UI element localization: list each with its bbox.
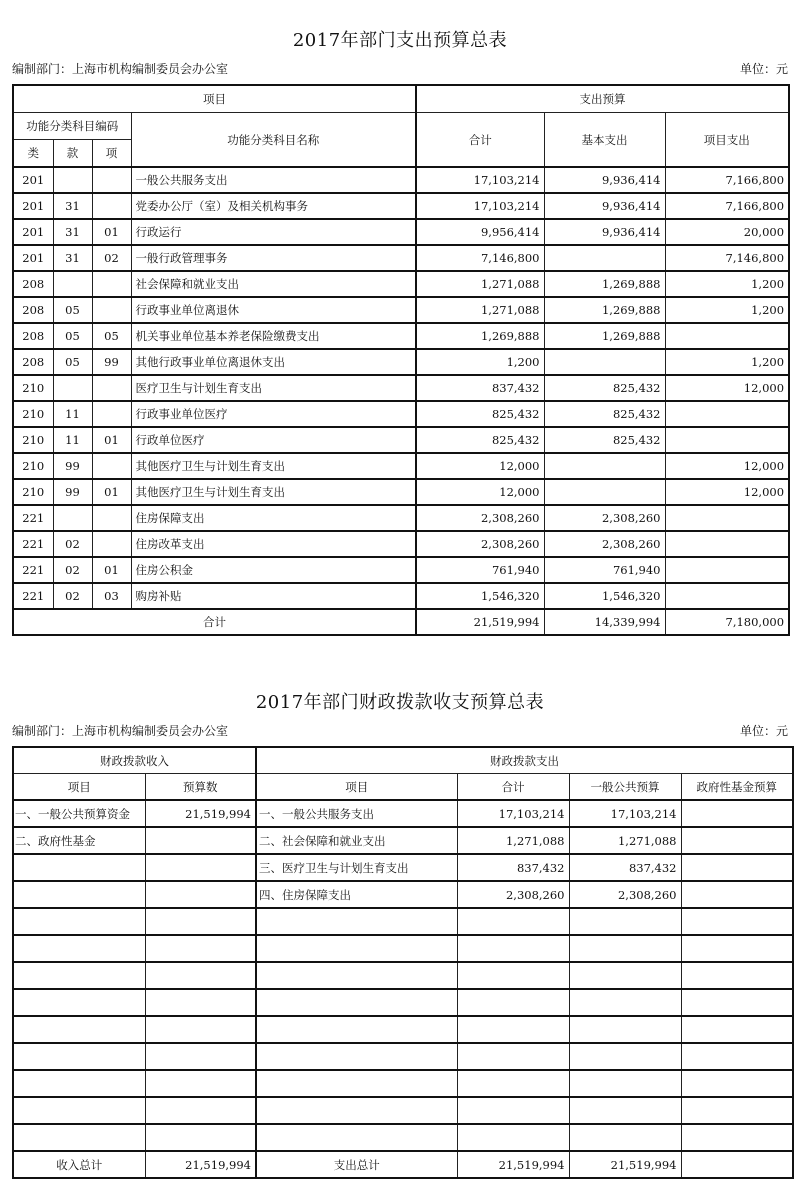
- cell-basic: 1,269,888: [544, 297, 665, 323]
- cell-ex-fund: [681, 854, 793, 881]
- cell-project: [665, 427, 789, 453]
- table-row: [13, 479, 789, 505]
- cell-ex-item: [256, 989, 457, 1016]
- cell-name: 一般公共服务支出: [131, 167, 416, 193]
- cell-ex-total: 2,308,260: [457, 881, 569, 908]
- cell-project: 12,000: [665, 479, 789, 505]
- table-row: [13, 800, 793, 827]
- cell-in-item: [13, 935, 145, 962]
- cell-total: 825,432: [416, 401, 544, 427]
- header-code: 功能分类科目编码: [13, 113, 131, 140]
- cell-xiang: [92, 193, 131, 219]
- total-sum: 21,519,994: [416, 609, 544, 635]
- cell-in-item: [13, 881, 145, 908]
- cell-total: 837,432: [416, 375, 544, 401]
- cell-project: 7,166,800: [665, 167, 789, 193]
- cell-name: 行政事业单位离退休: [131, 297, 416, 323]
- cell-name: 医疗卫生与计划生育支出: [131, 375, 416, 401]
- cell-in-amount: 21,519,994: [145, 800, 256, 827]
- cell-name: 一般行政管理事务: [131, 245, 416, 271]
- cell-kuan: 31: [53, 219, 92, 245]
- header-total: 合计: [416, 113, 544, 168]
- cell-basic: 825,432: [544, 427, 665, 453]
- header-xiang: 项: [92, 140, 131, 168]
- header-expense: 财政拨款支出: [256, 747, 793, 774]
- header-fund: 政府性基金预算: [681, 774, 793, 801]
- cell-in-amount: [145, 1043, 256, 1070]
- cell-basic: 1,546,320: [544, 583, 665, 609]
- cell-in-item: [13, 1124, 145, 1151]
- cell-lei: 210: [13, 375, 53, 401]
- cell-kuan: [53, 505, 92, 531]
- income-total-label: 收入总计: [13, 1151, 145, 1178]
- cell-lei: 221: [13, 583, 53, 609]
- cell-xiang: 99: [92, 349, 131, 375]
- cell-ex-item: [256, 1070, 457, 1097]
- cell-in-amount: [145, 854, 256, 881]
- cell-total: 17,103,214: [416, 167, 544, 193]
- cell-ex-fund: [681, 1016, 793, 1043]
- table-row: [13, 881, 793, 908]
- cell-kuan: 31: [53, 245, 92, 271]
- cell-ex-fund: [681, 1124, 793, 1151]
- cell-kuan: 99: [53, 453, 92, 479]
- total-basic: 14,339,994: [544, 609, 665, 635]
- cell-in-item: [13, 989, 145, 1016]
- cell-lei: 221: [13, 505, 53, 531]
- cell-in-item: 二、政府性基金: [13, 827, 145, 854]
- table-row: [13, 1070, 793, 1097]
- cell-ex-general: 2,308,260: [569, 881, 681, 908]
- cell-kuan: 02: [53, 583, 92, 609]
- cell-xiang: [92, 505, 131, 531]
- cell-basic: [544, 453, 665, 479]
- cell-kuan: 05: [53, 349, 92, 375]
- table-row: [13, 349, 789, 375]
- cell-ex-item: [256, 908, 457, 935]
- cell-ex-general: 17,103,214: [569, 800, 681, 827]
- table1-org-label: 编制部门：上海市机构编制委员会办公室: [12, 62, 229, 76]
- cell-basic: 1,269,888: [544, 271, 665, 297]
- cell-name: 机关事业单位基本养老保险缴费支出: [131, 323, 416, 349]
- cell-project: [665, 401, 789, 427]
- cell-ex-general: 837,432: [569, 854, 681, 881]
- cell-total: 761,940: [416, 557, 544, 583]
- cell-in-amount: [145, 989, 256, 1016]
- cell-ex-item: [256, 1043, 457, 1070]
- expense-total-sum: 21,519,994: [457, 1151, 569, 1178]
- cell-ex-total: [457, 908, 569, 935]
- cell-ex-fund: [681, 800, 793, 827]
- cell-total: 1,200: [416, 349, 544, 375]
- cell-basic: 9,936,414: [544, 167, 665, 193]
- cell-kuan: 31: [53, 193, 92, 219]
- table-row: [13, 427, 789, 453]
- cell-ex-item: [256, 962, 457, 989]
- income-total-amount: 21,519,994: [145, 1151, 256, 1178]
- cell-kuan: [53, 375, 92, 401]
- cell-xiang: [92, 401, 131, 427]
- cell-in-item: [13, 1097, 145, 1124]
- cell-name: 行政事业单位医疗: [131, 401, 416, 427]
- table-row: [13, 323, 789, 349]
- cell-lei: 210: [13, 479, 53, 505]
- header-basic: 基本支出: [544, 113, 665, 168]
- cell-in-amount: [145, 827, 256, 854]
- cell-xiang: 01: [92, 557, 131, 583]
- cell-total: 1,546,320: [416, 583, 544, 609]
- cell-total: 1,271,088: [416, 271, 544, 297]
- cell-ex-item: [256, 1097, 457, 1124]
- cell-project: 1,200: [665, 271, 789, 297]
- cell-ex-general: [569, 1016, 681, 1043]
- cell-total: 825,432: [416, 427, 544, 453]
- appropriation-table: [12, 746, 794, 1179]
- table-row: [13, 935, 793, 962]
- cell-in-amount: [145, 962, 256, 989]
- table-row: [13, 1097, 793, 1124]
- cell-ex-general: [569, 1124, 681, 1151]
- cell-xiang: 01: [92, 479, 131, 505]
- cell-ex-fund: [681, 1097, 793, 1124]
- cell-basic: 825,432: [544, 375, 665, 401]
- cell-ex-item: 二、社会保障和就业支出: [256, 827, 457, 854]
- cell-xiang: [92, 167, 131, 193]
- cell-total: 2,308,260: [416, 531, 544, 557]
- cell-ex-item: 三、医疗卫生与计划生育支出: [256, 854, 457, 881]
- cell-lei: 201: [13, 219, 53, 245]
- cell-lei: 210: [13, 401, 53, 427]
- cell-xiang: [92, 271, 131, 297]
- cell-in-amount: [145, 908, 256, 935]
- header-budget: 支出预算: [416, 85, 789, 113]
- cell-total: 9,956,414: [416, 219, 544, 245]
- table-row: [13, 854, 793, 881]
- cell-name: 购房补贴: [131, 583, 416, 609]
- cell-ex-item: 一、一般公共服务支出: [256, 800, 457, 827]
- cell-basic: 2,308,260: [544, 505, 665, 531]
- cell-total: 17,103,214: [416, 193, 544, 219]
- cell-ex-general: [569, 908, 681, 935]
- cell-basic: 2,308,260: [544, 531, 665, 557]
- table-row: [13, 193, 789, 219]
- cell-total: 1,269,888: [416, 323, 544, 349]
- cell-ex-total: [457, 1070, 569, 1097]
- cell-ex-general: 1,271,088: [569, 827, 681, 854]
- expense-total-label: 支出总计: [256, 1151, 457, 1178]
- cell-basic: 9,936,414: [544, 193, 665, 219]
- cell-ex-total: [457, 935, 569, 962]
- cell-basic: [544, 349, 665, 375]
- expense-total-fund: [681, 1151, 793, 1178]
- cell-name: 住房保障支出: [131, 505, 416, 531]
- table-row: [13, 531, 789, 557]
- cell-project: [665, 557, 789, 583]
- table1-unit-label: 单位：元: [739, 62, 788, 76]
- header-ex-total: 合计: [457, 774, 569, 801]
- header-ex-item: 项目: [256, 774, 457, 801]
- cell-name: 住房公积金: [131, 557, 416, 583]
- cell-name: 社会保障和就业支出: [131, 271, 416, 297]
- header-name: 功能分类科目名称: [131, 113, 416, 168]
- cell-project: 7,146,800: [665, 245, 789, 271]
- cell-ex-item: [256, 1124, 457, 1151]
- cell-ex-general: [569, 962, 681, 989]
- cell-lei: 208: [13, 323, 53, 349]
- cell-ex-fund: [681, 881, 793, 908]
- cell-in-amount: [145, 935, 256, 962]
- cell-xiang: [92, 531, 131, 557]
- cell-ex-general: [569, 1070, 681, 1097]
- expense-budget-table: [12, 84, 790, 636]
- cell-ex-general: [569, 1097, 681, 1124]
- cell-basic: [544, 479, 665, 505]
- cell-ex-fund: [681, 908, 793, 935]
- cell-basic: 761,940: [544, 557, 665, 583]
- cell-project: 12,000: [665, 375, 789, 401]
- cell-ex-total: [457, 1097, 569, 1124]
- cell-ex-fund: [681, 962, 793, 989]
- table-row: [13, 827, 793, 854]
- cell-kuan: 05: [53, 297, 92, 323]
- table-row: [13, 401, 789, 427]
- table1-title: 2017年部门支出预算总表: [292, 30, 508, 51]
- cell-ex-item: [256, 1016, 457, 1043]
- cell-ex-item: [256, 935, 457, 962]
- cell-basic: 9,936,414: [544, 219, 665, 245]
- cell-ex-total: [457, 1016, 569, 1043]
- cell-kuan: [53, 271, 92, 297]
- total-project: 7,180,000: [665, 609, 789, 635]
- cell-ex-total: [457, 962, 569, 989]
- cell-lei: 201: [13, 193, 53, 219]
- cell-lei: 210: [13, 453, 53, 479]
- table-row: [13, 583, 789, 609]
- cell-ex-fund: [681, 989, 793, 1016]
- cell-total: 7,146,800: [416, 245, 544, 271]
- cell-project: 7,166,800: [665, 193, 789, 219]
- table2-title: 2017年部门财政拨款收支预算总表: [255, 692, 545, 713]
- cell-name: 行政运行: [131, 219, 416, 245]
- cell-in-amount: [145, 1070, 256, 1097]
- cell-name: 住房改革支出: [131, 531, 416, 557]
- cell-xiang: 05: [92, 323, 131, 349]
- header-income: 财政拨款收入: [13, 747, 256, 774]
- table-row: [13, 989, 793, 1016]
- cell-in-item: [13, 962, 145, 989]
- cell-basic: 1,269,888: [544, 323, 665, 349]
- table-row: [13, 219, 789, 245]
- cell-in-item: [13, 1016, 145, 1043]
- cell-in-item: [13, 854, 145, 881]
- cell-in-item: [13, 1070, 145, 1097]
- header-lei: 类: [13, 140, 53, 168]
- cell-xiang: 01: [92, 219, 131, 245]
- cell-project: [665, 323, 789, 349]
- cell-ex-fund: [681, 1070, 793, 1097]
- cell-xiang: [92, 297, 131, 323]
- cell-lei: 208: [13, 297, 53, 323]
- cell-kuan: 05: [53, 323, 92, 349]
- cell-in-amount: [145, 1016, 256, 1043]
- cell-project: 1,200: [665, 297, 789, 323]
- cell-ex-item: 四、住房保障支出: [256, 881, 457, 908]
- table-row: [13, 453, 789, 479]
- header-in-item: 项目: [13, 774, 145, 801]
- cell-total: 1,271,088: [416, 297, 544, 323]
- cell-in-amount: [145, 1097, 256, 1124]
- cell-kuan: 11: [53, 401, 92, 427]
- cell-ex-total: 17,103,214: [457, 800, 569, 827]
- cell-in-item: [13, 908, 145, 935]
- cell-name: 其他行政事业单位离退休支出: [131, 349, 416, 375]
- header-general: 一般公共预算: [569, 774, 681, 801]
- cell-ex-total: 1,271,088: [457, 827, 569, 854]
- cell-total: 12,000: [416, 453, 544, 479]
- cell-ex-general: [569, 1043, 681, 1070]
- cell-xiang: 02: [92, 245, 131, 271]
- table-row: [13, 1124, 793, 1151]
- cell-lei: 221: [13, 557, 53, 583]
- cell-ex-fund: [681, 1043, 793, 1070]
- cell-lei: 208: [13, 349, 53, 375]
- table-row: [13, 505, 789, 531]
- cell-ex-general: [569, 935, 681, 962]
- cell-in-item: 一、一般公共预算资金: [13, 800, 145, 827]
- table-row: [13, 271, 789, 297]
- table2-org-label: 编制部门：上海市机构编制委员会办公室: [12, 724, 229, 738]
- cell-xiang: 01: [92, 427, 131, 453]
- cell-kuan: 02: [53, 557, 92, 583]
- cell-project: 12,000: [665, 453, 789, 479]
- cell-ex-total: [457, 1124, 569, 1151]
- table-row: [13, 167, 789, 193]
- header-budget-amount: 预算数: [145, 774, 256, 801]
- table-row: [13, 1043, 793, 1070]
- cell-project: [665, 505, 789, 531]
- cell-project: 1,200: [665, 349, 789, 375]
- total-row: [13, 1151, 793, 1178]
- header-kuan: 款: [53, 140, 92, 168]
- cell-ex-total: [457, 989, 569, 1016]
- cell-project: [665, 531, 789, 557]
- cell-xiang: 03: [92, 583, 131, 609]
- table-row: [13, 245, 789, 271]
- cell-name: 其他医疗卫生与计划生育支出: [131, 479, 416, 505]
- cell-xiang: [92, 375, 131, 401]
- cell-basic: [544, 245, 665, 271]
- cell-basic: 825,432: [544, 401, 665, 427]
- total-row: [13, 609, 789, 635]
- cell-kuan: 11: [53, 427, 92, 453]
- cell-in-item: [13, 1043, 145, 1070]
- cell-name: 行政单位医疗: [131, 427, 416, 453]
- cell-total: 12,000: [416, 479, 544, 505]
- cell-in-amount: [145, 881, 256, 908]
- cell-lei: 201: [13, 167, 53, 193]
- cell-project: [665, 583, 789, 609]
- cell-lei: 210: [13, 427, 53, 453]
- table2-unit-label: 单位：元: [739, 724, 788, 738]
- cell-kuan: [53, 167, 92, 193]
- cell-name: 其他医疗卫生与计划生育支出: [131, 453, 416, 479]
- expense-total-general: 21,519,994: [569, 1151, 681, 1178]
- cell-ex-fund: [681, 935, 793, 962]
- table-row: [13, 375, 789, 401]
- cell-lei: 201: [13, 245, 53, 271]
- total-label: 合计: [13, 609, 416, 635]
- cell-kuan: 02: [53, 531, 92, 557]
- cell-lei: 221: [13, 531, 53, 557]
- cell-ex-total: [457, 1043, 569, 1070]
- table-row: [13, 297, 789, 323]
- cell-total: 2,308,260: [416, 505, 544, 531]
- cell-in-amount: [145, 1124, 256, 1151]
- cell-project: 20,000: [665, 219, 789, 245]
- table-row: [13, 1016, 793, 1043]
- cell-ex-general: [569, 989, 681, 1016]
- cell-name: 党委办公厅（室）及相关机构事务: [131, 193, 416, 219]
- cell-xiang: [92, 453, 131, 479]
- cell-lei: 208: [13, 271, 53, 297]
- table-row: [13, 962, 793, 989]
- header-item: 项目: [13, 85, 416, 113]
- cell-kuan: 99: [53, 479, 92, 505]
- header-project: 项目支出: [665, 113, 789, 168]
- cell-ex-fund: [681, 827, 793, 854]
- table-row: [13, 908, 793, 935]
- table-row: [13, 557, 789, 583]
- cell-ex-total: 837,432: [457, 854, 569, 881]
